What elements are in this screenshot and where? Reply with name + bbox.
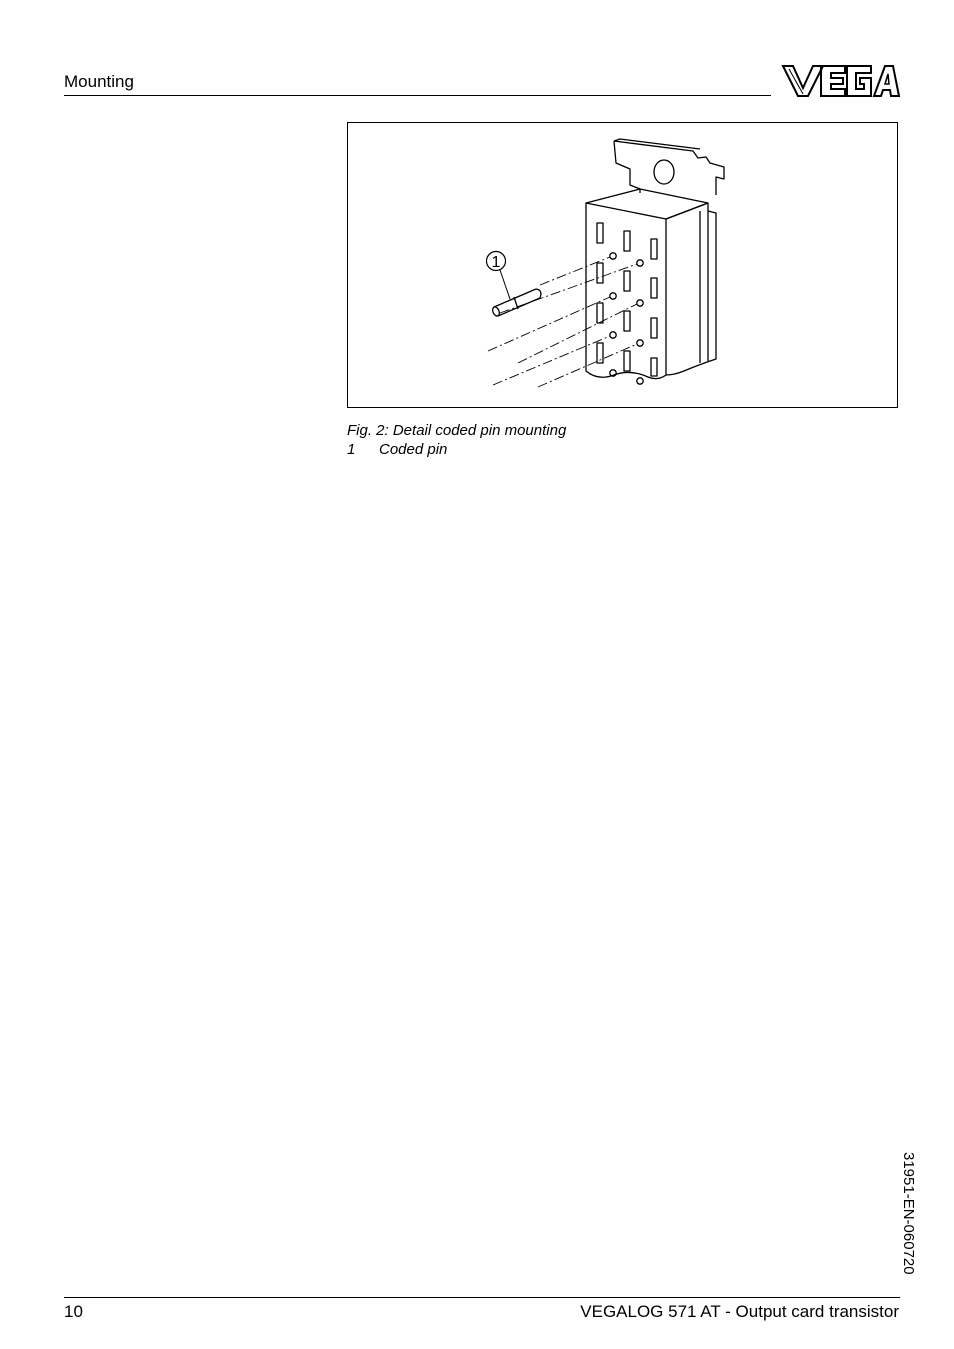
- document-code: 31951-EN-060720: [900, 1152, 917, 1275]
- figure-legend-item: [347, 440, 447, 459]
- legend-label: Coded pin: [379, 441, 448, 458]
- vega-logo: [781, 64, 901, 98]
- connector-drawing: [348, 123, 899, 409]
- vega-logo-icon: [781, 64, 901, 98]
- legend-number: 1: [347, 441, 356, 458]
- page-number: 10: [64, 1302, 83, 1321]
- footer-divider: [64, 1297, 900, 1298]
- coded-pin-icon: [491, 289, 541, 317]
- callout-number: 1: [491, 254, 501, 271]
- section-title: Mounting: [64, 72, 134, 91]
- figure-frame: [347, 122, 898, 408]
- document-title: VEGALOG 571 AT - Output card transistor: [580, 1302, 899, 1321]
- callout-1: [487, 252, 511, 300]
- header-divider: [64, 95, 771, 96]
- figure-caption: Fig. 2: Detail coded pin mounting: [347, 422, 567, 439]
